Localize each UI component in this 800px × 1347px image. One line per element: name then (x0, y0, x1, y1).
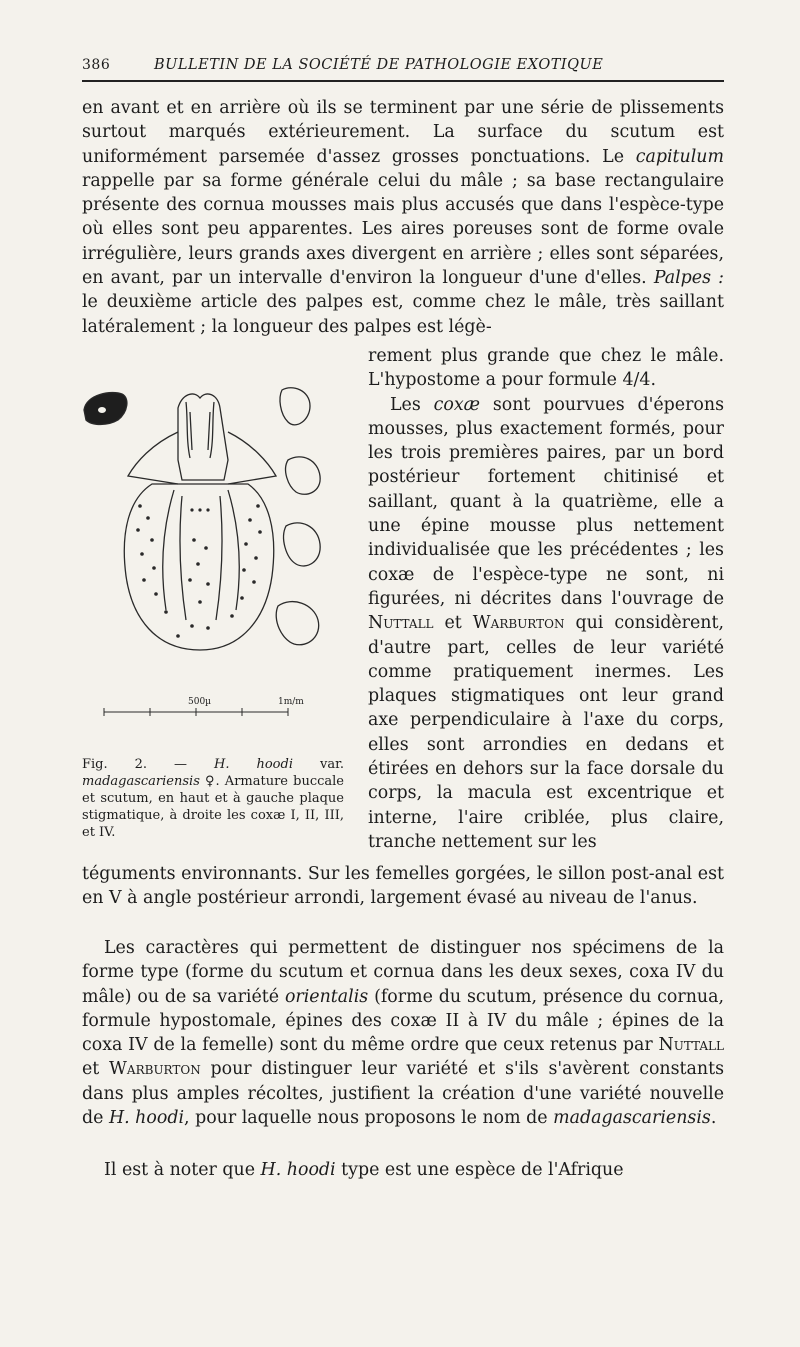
text-run: pour distinguer leur variété et s'ils s'avèrent constants dans plus amples récoltes, justifient la création d'une variété nouvelle de (82, 1059, 725, 1129)
text-run: . Armature buccale et scutum, en haut et à gauche plaque stigmatique, à droite les coxæ I, II, III, et IV. (82, 774, 344, 840)
author-warburton: Warburton (472, 613, 565, 634)
caption-variety: madagascariensis (82, 774, 200, 789)
running-header (82, 52, 724, 82)
text-run: Il est à noter que (104, 1160, 261, 1180)
author-warburton: Warburton (109, 1059, 201, 1080)
text-run: téguments environnants. Sur les femelles gorgées, le sillon post-anal est en V à angle postérieur arrondi, largement évasé au niveau de l'anus. (82, 864, 724, 909)
caption-lead: Fig. 2. — (82, 757, 215, 772)
text-run: (forme du scutum, présence du cornua, formule hypostomale, épines des coxæ II à IV du mâle ; épines de la coxa IV de la femelle) sont du même ordre que ceux retenus par (82, 986, 724, 1056)
running-title: BULLETIN DE LA SOCIÉTÉ DE PATHOLOGIE EXOTIQUE (154, 57, 604, 73)
text-run: Les caractères qui permettent de distinguer nos spécimens de la forme type (forme du scutum et cornua dans les deux sexes, coxa IV du mâle) ou de sa variété (82, 938, 724, 1007)
page-number: 386 (82, 57, 111, 73)
text-run: type est une espèce de l'Afrique (335, 1160, 624, 1180)
paragraph-coxae-column (368, 344, 724, 854)
coxa-4-shape (276, 602, 318, 645)
term-coxae: coxæ (433, 394, 480, 415)
female-symbol: ♀ (199, 774, 216, 789)
coxa-3-shape (284, 523, 321, 566)
text-run: et (82, 1059, 110, 1080)
coxa-2-shape (286, 457, 321, 494)
text-run: et (433, 613, 473, 634)
author-nuttall: Nuttall (368, 613, 434, 634)
paragraph-teguments (82, 862, 724, 911)
scale-500: 500µ (188, 697, 212, 707)
text-run: sont pourvues d'éperons mousses, plus exactement formés, pour les trois premières paires, par un bord postérieur fortement chitinisé et saillant, quant à la quatrième, elle a une épine mousse plus nettement individualisée que les précédentes ; les coxæ de l'espèce-type ne sont, ni figurées, ni décrites dans l'ouvrage de (368, 394, 724, 609)
paragraph-distinguishing (82, 936, 724, 1130)
term-orientalis: orientalis (284, 986, 369, 1007)
tick-illustration (82, 380, 352, 760)
paragraph-note (82, 1158, 724, 1182)
text-run: var. (292, 757, 344, 772)
term-new-variety: madagascariensis (553, 1108, 711, 1129)
text-run: en avant et en arrière où ils se terminent par une série de plissements surtout marqués extérieurement. La surface du scutum est uniformément parsemée d'assez grosses ponctuations. Le (82, 98, 724, 167)
author-nuttall: Nuttall (658, 1035, 724, 1056)
text-run: rappelle par sa forme générale celui du mâle ; sa base rectangulaire présente des cornua mousses mais plus accusés que dans l'espèce-type où elles sont peu apparentes. Les aires poreuses sont de forme ovale irrégulière, leurs grands axes divergent en arrière ; elles sont séparées, en avant, par un intervalle d'environ la longueur d'une d'elles. (82, 170, 724, 289)
term-species: H. hoodi (108, 1108, 185, 1129)
figure-tick-drawing (82, 380, 352, 760)
text-run: Les (390, 394, 434, 415)
text-run: qui considèrent, d'autre part, celles de leur variété comme pratiquement inermes. Les plaques stigmatiques ont leur grand axe perpendiculaire à l'axe du corps, elles sont arrondies en dedans et étirées en dehors sur la face dorsale du corps, la macula est excentrique et interne, l'aire criblée, plus claire, tranche nettement sur les (368, 613, 725, 852)
caption-species: H. hoodi (214, 757, 293, 772)
scale-1mm: 1m/m (278, 697, 304, 707)
text-run: rement plus grande que chez le mâle. L'hypostome a pour formule 4/4. (368, 346, 724, 391)
term-species: H. hoodi (260, 1160, 336, 1180)
text-run: le deuxième article des palpes est, comme chez le mâle, très saillant latéralement ; la longueur des palpes est légè- (82, 292, 724, 337)
term-palpes: Palpes : (653, 268, 724, 289)
coxa-1-shape (280, 388, 310, 425)
figure-caption (82, 756, 344, 841)
text-run: , pour laquelle nous proposons le nom de (184, 1108, 554, 1129)
term-capitulum: capitulum (635, 146, 724, 167)
paragraph-scutum (82, 96, 724, 339)
text-run: . (710, 1108, 717, 1129)
